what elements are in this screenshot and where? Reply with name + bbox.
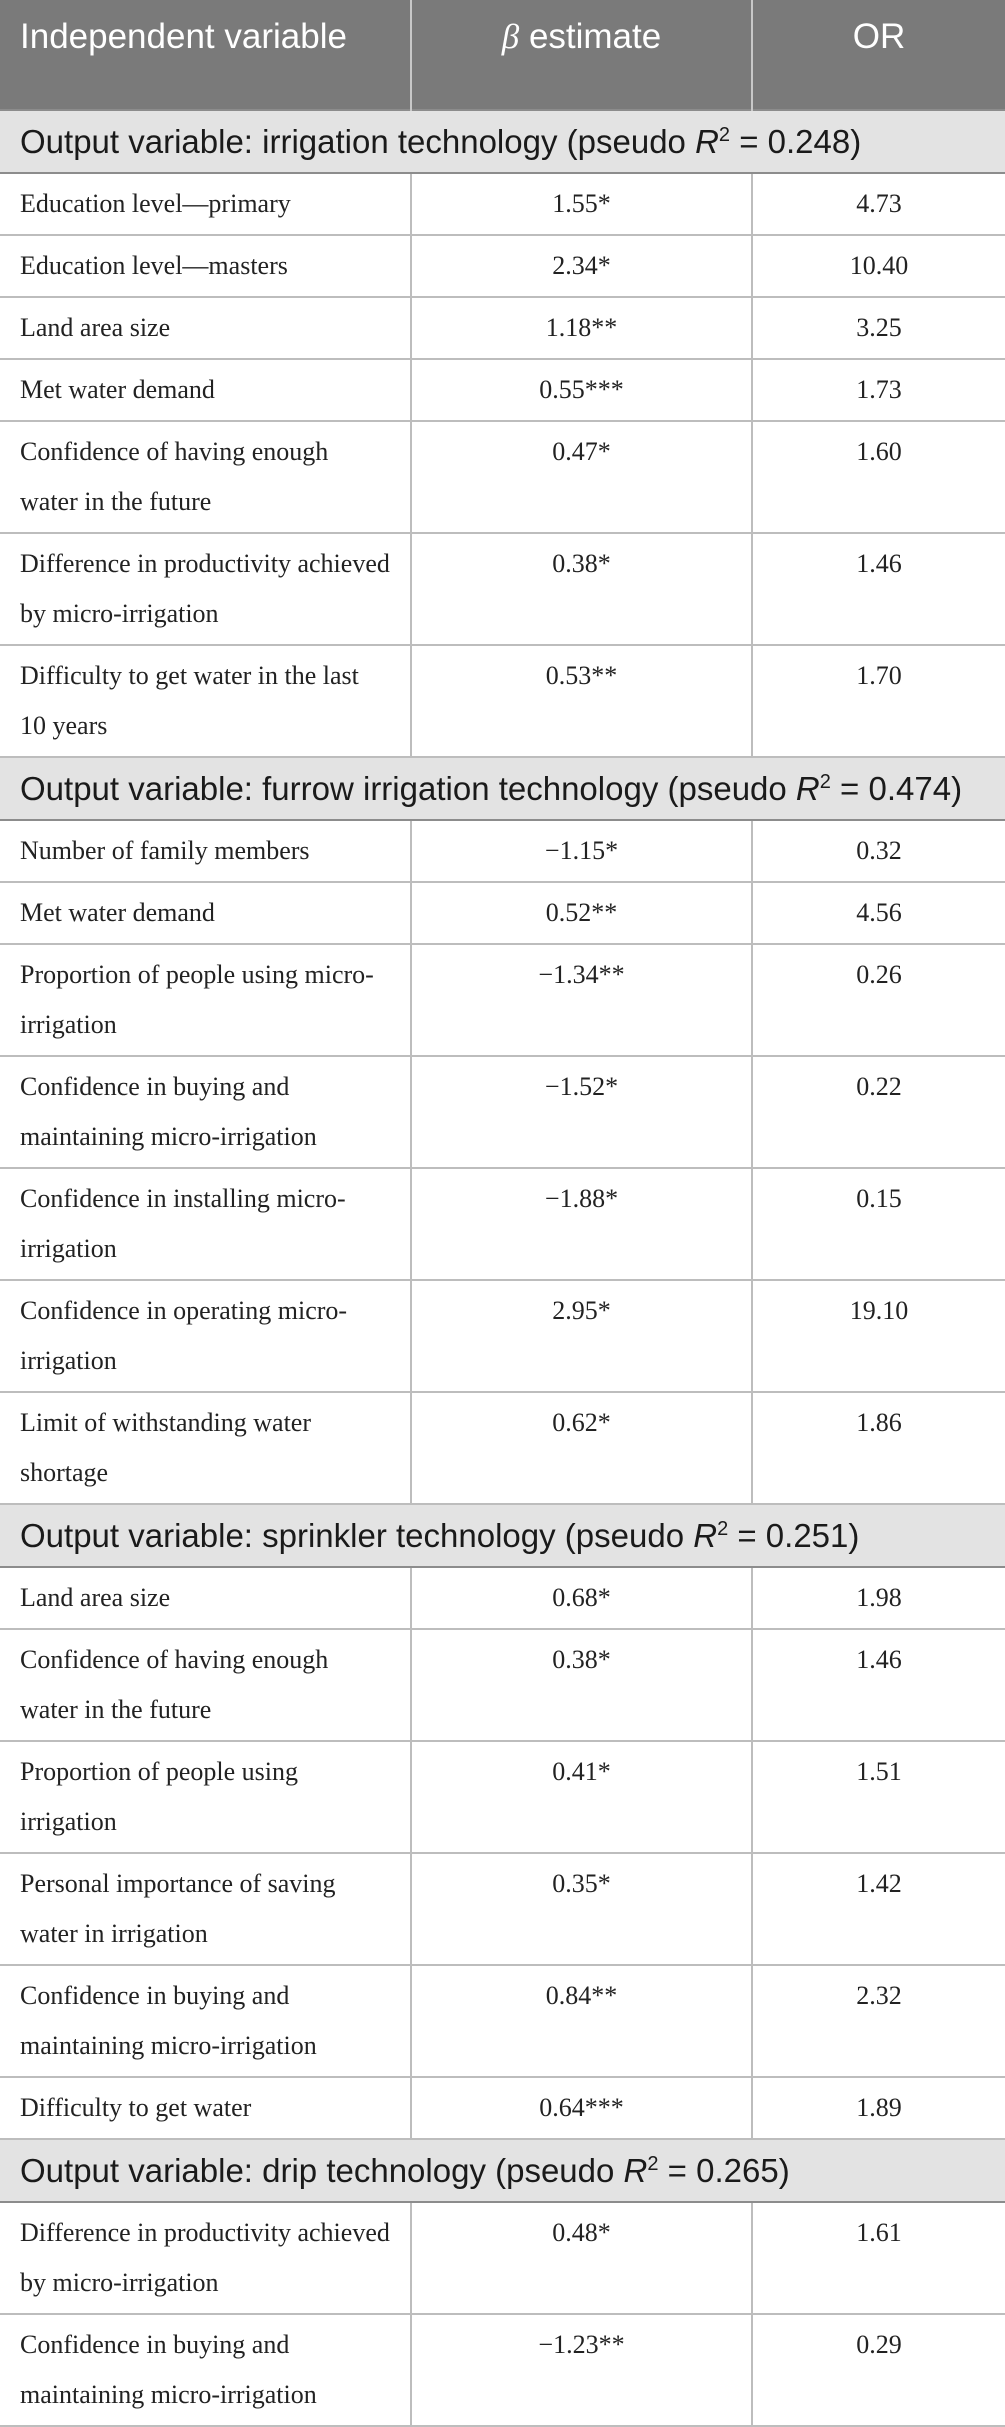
variable-cell: Difficulty to get water (0, 2077, 411, 2139)
variable-cell: Land area size (0, 1567, 411, 1629)
table-row (0, 645, 1005, 757)
table-row (0, 421, 1005, 533)
table-row (0, 1629, 1005, 1741)
odds-ratio-cell: 0.26 (752, 944, 1005, 1056)
section-label-suffix: = 0.474) (830, 770, 963, 807)
table-row (0, 1168, 1005, 1280)
table-row (0, 1392, 1005, 1504)
section-label-suffix: = 0.265) (658, 2152, 790, 2189)
beta-estimate-cell: 0.38* (411, 1629, 752, 1741)
odds-ratio-cell: 1.89 (752, 2077, 1005, 2139)
odds-ratio-cell: 1.61 (752, 2202, 1005, 2314)
variable-cell: Met water demand (0, 359, 411, 421)
variable-cell: Limit of withstanding water shortage (0, 1392, 411, 1504)
pseudo-r-squared-symbol: R (695, 123, 719, 160)
header-estimate-text: estimate (528, 17, 662, 56)
beta-estimate-cell: 0.68* (411, 1567, 752, 1629)
odds-ratio-cell: 1.42 (752, 1853, 1005, 1965)
odds-ratio-cell: 1.98 (752, 1567, 1005, 1629)
section-label-prefix: Output variable: irrigation technology (pseudo (20, 123, 696, 160)
table-body (0, 110, 1005, 2426)
variable-cell: Confidence in buying and maintaining micro-irrigation (0, 1965, 411, 2077)
odds-ratio-cell: 4.73 (752, 173, 1005, 235)
beta-estimate-cell: 0.48* (411, 2202, 752, 2314)
beta-estimate-cell: −1.23** (411, 2314, 752, 2426)
variable-cell: Confidence in buying and maintaining micro-irrigation (0, 2314, 411, 2426)
section-label-suffix: = 0.251) (728, 1517, 860, 1554)
variable-cell: Land area size (0, 297, 411, 359)
beta-estimate-cell: 0.47* (411, 421, 752, 533)
section-header-row (0, 2139, 1005, 2202)
pseudo-r-squared-symbol: R (795, 770, 820, 807)
odds-ratio-cell: 10.40 (752, 235, 1005, 297)
pseudo-r-squared-symbol: R (623, 2152, 648, 2189)
table-row (0, 1853, 1005, 1965)
odds-ratio-cell: 1.73 (752, 359, 1005, 421)
variable-cell: Confidence in operating micro-irrigation (0, 1280, 411, 1392)
beta-estimate-cell: 0.84** (411, 1965, 752, 2077)
odds-ratio-cell: 4.56 (752, 882, 1005, 944)
table-row (0, 533, 1005, 645)
beta-estimate-cell: −1.52* (411, 1056, 752, 1168)
odds-ratio-cell: 1.70 (752, 645, 1005, 757)
variable-cell: Confidence in installing micro-irrigation (0, 1168, 411, 1280)
table-row (0, 1056, 1005, 1168)
table-row (0, 944, 1005, 1056)
section-label-suffix: = 0.248) (730, 123, 862, 160)
odds-ratio-cell: 1.46 (752, 1629, 1005, 1741)
table-row (0, 1280, 1005, 1392)
section-label (0, 757, 1005, 820)
beta-estimate-cell: 1.55* (411, 173, 752, 235)
odds-ratio-cell: 1.60 (752, 421, 1005, 533)
section-label-prefix: Output variable: drip technology (pseudo (20, 2152, 624, 2189)
section-header-row (0, 110, 1005, 173)
odds-ratio-cell: 1.46 (752, 533, 1005, 645)
variable-cell: Proportion of people using micro-irrigation (0, 944, 411, 1056)
odds-ratio-cell: 0.22 (752, 1056, 1005, 1168)
pseudo-r-squared-exponent: 2 (717, 1518, 729, 1540)
beta-estimate-cell: 1.18** (411, 297, 752, 359)
header-independent-variable: Independent variable (0, 0, 411, 110)
odds-ratio-cell: 0.29 (752, 2314, 1005, 2426)
variable-cell: Confidence in buying and maintaining micro-irrigation (0, 1056, 411, 1168)
beta-estimate-cell: −1.34** (411, 944, 752, 1056)
beta-estimate-cell: 0.53** (411, 645, 752, 757)
pseudo-r-squared-exponent: 2 (647, 2153, 659, 2175)
pseudo-r-squared-exponent: 2 (819, 771, 831, 793)
variable-cell: Education level—masters (0, 235, 411, 297)
beta-estimate-cell: 0.64*** (411, 2077, 752, 2139)
variable-cell: Proportion of people using irrigation (0, 1741, 411, 1853)
table-row (0, 2314, 1005, 2426)
section-label-prefix: Output variable: furrow irrigation technology (pseudo (20, 770, 796, 807)
odds-ratio-cell: 1.51 (752, 1741, 1005, 1853)
section-label (0, 2139, 1005, 2202)
section-label (0, 110, 1005, 173)
beta-estimate-cell: 0.38* (411, 533, 752, 645)
table-row (0, 2202, 1005, 2314)
beta-estimate-cell: 0.52** (411, 882, 752, 944)
beta-estimate-cell: 2.34* (411, 235, 752, 297)
beta-estimate-cell: 0.35* (411, 1853, 752, 1965)
variable-cell: Confidence of having enough water in the future (0, 1629, 411, 1741)
table-row (0, 882, 1005, 944)
table-row (0, 359, 1005, 421)
section-label-prefix: Output variable: sprinkler technology (pseudo (20, 1517, 694, 1554)
variable-cell: Education level—primary (0, 173, 411, 235)
table-row (0, 820, 1005, 882)
header-odds-ratio: OR (752, 0, 1005, 110)
beta-estimate-cell: −1.88* (411, 1168, 752, 1280)
variable-cell: Confidence of having enough water in the future (0, 421, 411, 533)
section-header-row (0, 1504, 1005, 1567)
header-beta-estimate (411, 0, 752, 110)
beta-symbol: β (501, 17, 520, 56)
odds-ratio-cell: 19.10 (752, 1280, 1005, 1392)
odds-ratio-cell: 2.32 (752, 1965, 1005, 2077)
beta-estimate-cell: 0.62* (411, 1392, 752, 1504)
table-row (0, 1741, 1005, 1853)
section-header-row (0, 757, 1005, 820)
variable-cell: Difference in productivity achieved by micro-irrigation (0, 533, 411, 645)
odds-ratio-cell: 0.15 (752, 1168, 1005, 1280)
table-row (0, 235, 1005, 297)
table-row (0, 1567, 1005, 1629)
pseudo-r-squared-exponent: 2 (718, 124, 731, 146)
odds-ratio-cell: 0.32 (752, 820, 1005, 882)
table-row (0, 173, 1005, 235)
pseudo-r-squared-symbol: R (693, 1517, 718, 1554)
variable-cell: Number of family members (0, 820, 411, 882)
table-row (0, 297, 1005, 359)
section-label (0, 1504, 1005, 1567)
variable-cell: Personal importance of saving water in irrigation (0, 1853, 411, 1965)
beta-estimate-cell: 0.55*** (411, 359, 752, 421)
beta-estimate-cell: 2.95* (411, 1280, 752, 1392)
beta-estimate-cell: −1.15* (411, 820, 752, 882)
table-row (0, 2077, 1005, 2139)
variable-cell: Met water demand (0, 882, 411, 944)
odds-ratio-cell: 3.25 (752, 297, 1005, 359)
table-row (0, 1965, 1005, 2077)
odds-ratio-cell: 1.86 (752, 1392, 1005, 1504)
variable-cell: Difficulty to get water in the last 10 years (0, 645, 411, 757)
variable-cell: Difference in productivity achieved by micro-irrigation (0, 2202, 411, 2314)
beta-estimate-cell: 0.41* (411, 1741, 752, 1853)
header-row (0, 0, 1005, 110)
